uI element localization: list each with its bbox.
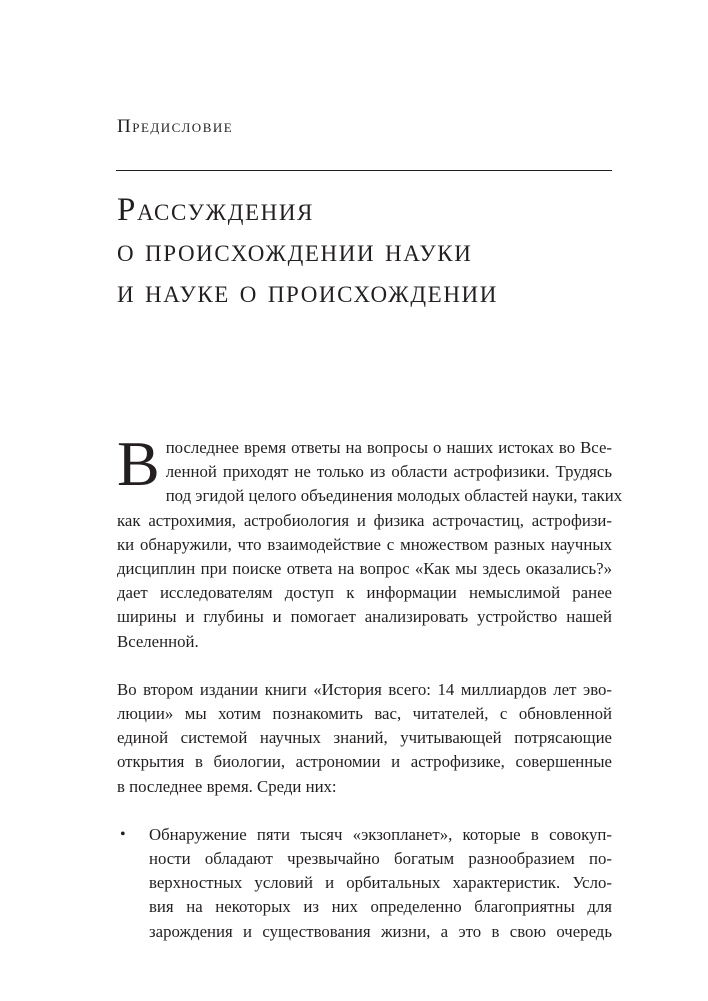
text-line: дисциплин при поиске ответа на вопрос «Как мы здесь оказались?» <box>117 559 612 579</box>
text-line: ности обладают чрезвычайно богатым разнообразием по- <box>149 849 612 869</box>
text-line: зарождения и существования жизни, а это в свою очередь <box>149 921 612 941</box>
text-line: ширины и глубины и помогает анализировать устройство нашей <box>117 607 612 627</box>
chapter-title-line: Рассуждения <box>117 192 314 228</box>
text-line: последнее время ответы на вопросы о наших истоках во Все- <box>165 438 612 457</box>
text-line: как астрохимия, астробиология и физика астрочастиц, астрофизи- <box>117 510 612 530</box>
text-line: дает исследователям доступ к информации немыслимой ранее <box>117 583 612 603</box>
text-line: ленной приходят не только из области астрофизики. Трудясь <box>165 462 612 482</box>
text-line: Обнаружение пяти тысяч «экзопланет», которые в совокуп- <box>149 824 612 844</box>
text-line: верхностных условий и орбитальных характеристик. Усло- <box>149 873 612 893</box>
text-line: открытия в биологии, астрономии и астрофизике, совершенные <box>117 752 612 772</box>
text-line: под эгидой целого объединения молодых областей науки, таких <box>165 486 623 506</box>
text-line: ки обнаружили, что взаимодействие с множеством разных научных <box>117 534 612 554</box>
text-line: Вселенной. <box>117 631 199 651</box>
section-label: Предисловие <box>117 116 234 137</box>
paragraph-1 <box>117 428 623 654</box>
drop-cap: В <box>117 428 160 499</box>
text-line: в последнее время. Среди них: <box>117 776 337 796</box>
bullet-icon: • <box>120 825 126 843</box>
text-line: вия на некоторых из них определенно благоприятны для <box>149 897 612 917</box>
chapter-title-line: и науке о происхождении <box>117 274 498 310</box>
text-line: люции» мы хотим познакомить вас, читателей, с обновленной <box>117 704 612 724</box>
body-text <box>117 428 623 944</box>
chapter-title-line: о происхождении науки <box>117 233 473 269</box>
text-line: единой системой научных знаний, учитывающей потрясающие <box>117 728 612 748</box>
paragraph-2 <box>117 678 612 799</box>
list-item <box>117 823 612 944</box>
text-line: Во втором издании книги «История всего: 14 миллиардов лет эво- <box>117 679 612 699</box>
chapter-title <box>117 190 617 313</box>
section-divider <box>116 170 612 171</box>
bullet-list <box>117 823 612 944</box>
